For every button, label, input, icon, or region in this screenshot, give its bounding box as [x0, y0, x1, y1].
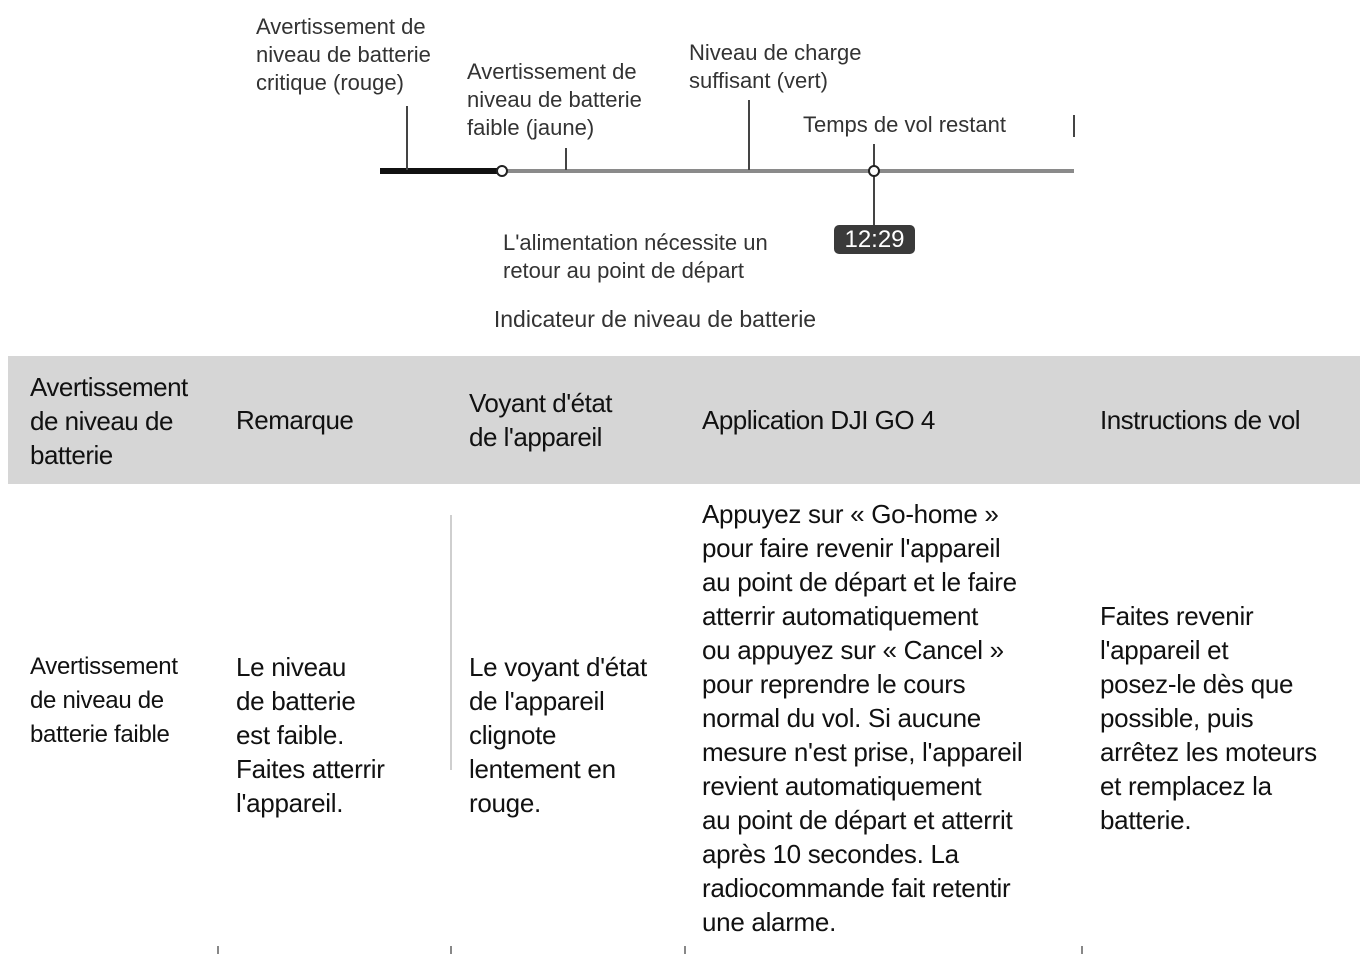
- footer-divider-tick: [684, 946, 686, 954]
- sufficient-charge-label: Niveau de charge suffisant (vert): [689, 40, 862, 93]
- footer-divider-tick: [450, 946, 452, 954]
- diagram-caption: Indicateur de niveau de batterie: [493, 306, 817, 332]
- low-level-marker: [565, 148, 567, 170]
- cell-flight-instructions: Faites revenir l'appareil et posez-le dès que possible, puis arrêtez les moteurs et remplacez la batterie.: [1100, 601, 1317, 835]
- cell-dji-go-app: Appuyez sur « Go-home » pour faire revenir l'appareil au point de départ et le faire atterrir automatiquement ou appuyez sur « Cancel » pour reprendre le cours normal du vol. Si aucune mesure n'est prise, l'appareil revient automatiquement au point de départ et atterrit après 10 secondes. La radiocommande fait retentir une alarme.: [702, 499, 1023, 937]
- remaining-flight-time-label: Temps de vol restant: [803, 112, 1006, 137]
- header-dji-go-app: Application DJI GO 4: [702, 405, 935, 435]
- battery-track-critical-segment: [380, 168, 502, 174]
- footer-divider-tick: [217, 946, 219, 954]
- track-end-marker: [1073, 115, 1075, 137]
- current-level-node: [868, 165, 880, 177]
- header-battery-warning: Avertissement de niveau de batterie: [30, 372, 188, 470]
- column-divider: [450, 515, 452, 770]
- cell-status-led: Le voyant d'état de l'appareil clignote lentement en rouge.: [469, 652, 647, 818]
- return-home-required-label: L'alimentation nécessite un retour au point de départ: [503, 230, 768, 283]
- low-battery-warning-label: Avertissement de niveau de batterie faible (jaune): [467, 59, 642, 140]
- cell-remark: Le niveau de batterie est faible. Faites atterrir l'appareil.: [236, 652, 385, 818]
- remaining-time-badge: 12:29: [834, 225, 915, 254]
- return-home-level-node: [496, 165, 508, 177]
- critical-level-marker: [406, 106, 408, 170]
- remaining-time-marker-lower: [873, 175, 875, 225]
- header-status-led: Voyant d'état de l'appareil: [469, 388, 613, 452]
- footer-divider-tick: [1081, 946, 1083, 954]
- header-flight-instructions: Instructions de vol: [1100, 405, 1301, 435]
- cell-warning-type: Avertissement de niveau de batterie faible: [30, 653, 178, 748]
- battery-level-indicator-diagram: [0, 0, 1360, 345]
- critical-battery-warning-label: Avertissement de niveau de batterie critique (rouge): [256, 14, 431, 95]
- header-remark: Remarque: [236, 405, 354, 435]
- sufficient-level-marker: [748, 100, 750, 170]
